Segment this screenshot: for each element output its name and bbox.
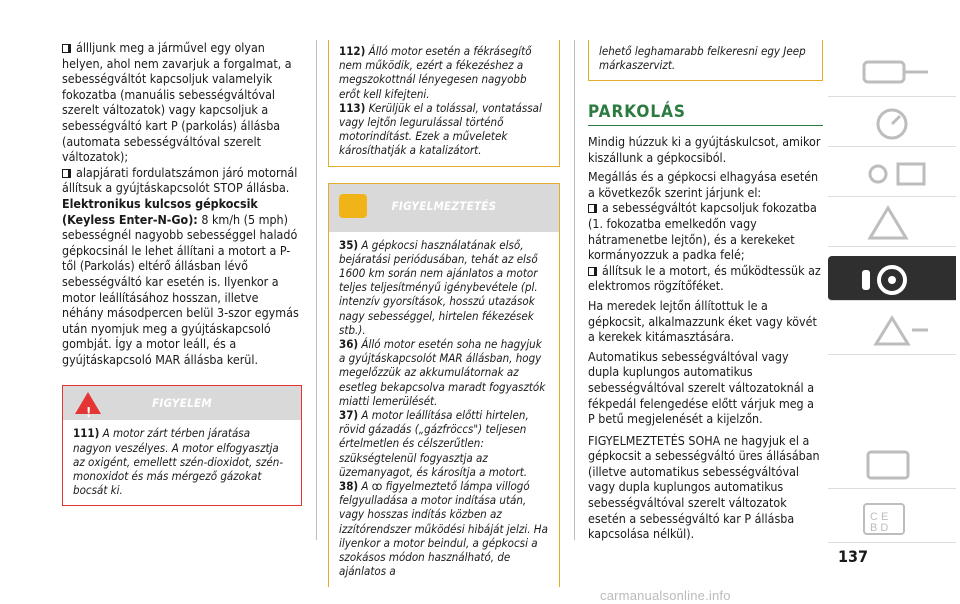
warning-body-cont: [329, 40, 559, 166]
note-text: A gépkocsi használatának első, bejáratási periódusában, tehát az első 1600 km során nem ajánlatos a motor teljes teljesítményű igénybevétele (pl. intenzív gyorsítások, hosszú utazások nagy sebességgel, hirtelen fékezések stb.).: [339, 237, 538, 337]
paragraph: FIGYELMEZTETÉS SOHA ne hagyjuk el a gépkocsit a sebességváltó üres állásában (illetve automatikus sebességváltóval vagy dupla kuplungos automatikus sebességváltóval szerelt változatok esetén a sebességváltó kar P állásba kapcsolása nélkül).: [588, 432, 820, 542]
note-number: 35): [339, 237, 359, 252]
note-text: Álló motor esetén a fékrásegítő nem működik, ezért a fékezéshez a megszokottnál lényegesen nagyobb erőt kell kifejteni.: [339, 44, 532, 101]
svg-text:C E: C E: [870, 511, 889, 523]
note-text: Kerüljük el a tolással, vontatással vagy lejtőn legurulással történő motorindítást. Ezek a műveletek károsíthatják a katalizátort.: [339, 100, 542, 158]
column-divider: [316, 40, 317, 540]
column-1: [62, 40, 302, 506]
keyless-heading: Elektronikus kulcsos gépkocsik (Keyless Enter-N-Go):: [62, 195, 258, 227]
svg-text:B D: B D: [870, 522, 889, 534]
warning-title: FIGYELMEZTETÉS: [391, 198, 497, 213]
paragraph-keyless: [62, 196, 302, 368]
column-2: [328, 40, 560, 587]
warning-body-cont: lehető leghamarabb felkeresni egy Jeep márkaszervizt.: [599, 44, 806, 73]
service-icon: [848, 446, 938, 484]
warning-box-cont: [588, 40, 823, 81]
page-number: 137: [838, 547, 869, 566]
tab-service[interactable]: [828, 440, 956, 489]
warning-box-figyelem: [62, 385, 302, 506]
lights-icon: [848, 154, 938, 192]
paragraph: Ha meredek lejtőn állítottuk le a gépkocsit, alkalmazzunk éket vagy kövét a kerekek kitámasztására.: [588, 297, 817, 345]
warning-title: FIGYELEM: [152, 396, 212, 411]
car-info-icon: [848, 54, 938, 92]
tab-lights[interactable]: [828, 148, 956, 197]
note-text: figyelmeztető lámpa villogó felgyulladása a motor indítása után, vagy hosszas indítás közben az izzítórendszer működési hibáját jelzi. Ha ilyenkor a motor beindul, a gépkocsi a szokásos módon használható, de ajánlatos a: [339, 479, 548, 579]
tab-warning-car[interactable]: [828, 198, 956, 247]
note-number: 112): [339, 44, 366, 58]
dashboard-icon: [848, 104, 938, 142]
warning-body: [329, 232, 559, 587]
paragraph-stop-vehicle: állljunk meg a járművel egy olyan helyen, ahol nem zavarjuk a forgalmat, a sebességváltót kapcsoljuk valamelyik fokozatba (manuális sebességváltóval szerelt változatok) vagy kapcsoljuk a sebességváltó kart P (parkolás) állásba (automata sebességváltóval szerelt változatok);: [62, 40, 302, 165]
tab-car-info[interactable]: [828, 48, 956, 97]
tab-dashboard[interactable]: [828, 98, 956, 147]
bullet-item: a sebességváltót kapcsoljuk fokozatba (1. fokozatba emelkedőn vagy hátramenetbe lejtőn), és a kerekeket kormányozzuk a padka felé;: [588, 200, 823, 262]
glow-plug-icon: ꝏ: [371, 479, 383, 494]
danger-triangle-icon: !: [75, 392, 101, 414]
warning-body: [63, 420, 301, 505]
warning-car-icon: [848, 204, 938, 242]
note-number: 113): [339, 100, 366, 115]
note-number: 38): [339, 479, 359, 494]
note-number: 111): [73, 426, 100, 441]
note-number: 37): [339, 408, 359, 423]
warning-header: [63, 386, 301, 420]
emergency-icon: [848, 312, 938, 350]
warning-box-cont: [328, 40, 560, 167]
paragraph: Automatikus sebességváltóval vagy dupla kuplungos automatikus sebességváltóval szerelt változatoknál a fékpedál felengedése előtt várjuk meg a P betű megjelenését a kijelzőn.: [588, 348, 815, 427]
chapter-index-sidebar: [828, 0, 960, 604]
paragraph-engine-off: alapjárati fordulatszámon járó motornál állítsuk a gyújtáskapcsolót STOP állásba.: [62, 165, 302, 196]
key-steering-icon: [848, 262, 938, 300]
tab-key-steering[interactable]: [828, 256, 956, 301]
note-text: A motor zárt térben járatása nagyon veszélyes. A motor elfogyasztja az oxigént, emellett szén-dioxidot, szén-monoxidot és más mérgező gázokat bocsát ki.: [73, 426, 284, 498]
note-number: 36): [339, 337, 359, 352]
alphabet-index-icon: [848, 500, 938, 538]
caution-car-icon: [339, 194, 367, 218]
tab-alphabet-index[interactable]: [828, 494, 956, 543]
note-text: A: [358, 479, 372, 494]
warning-header: [329, 184, 559, 232]
warning-box-figyelmeztetes: [328, 183, 560, 587]
note-text: A motor leállítása előtti hirtelen, rövid gázadás („gázfröccs") teljesen értelmetlen és célszerűtlen: szükségtelenül fogyasztja az üzemanyagot, és károsítja a motort.: [339, 408, 529, 479]
column-3: [588, 40, 823, 542]
column-divider: [574, 40, 575, 540]
note-text: Álló motor esetén soha ne hagyjuk a gyújtáskapcsolót MAR állásban, hogy megelőzzük az akkumulátornak az esetleg bekapcsolva maradt fogyasztók miatti lemerülését.: [339, 337, 546, 408]
paragraph: Mindig húzzuk ki a gyújtáskulcsot, amikor kiszállunk a gépkocsiból.: [588, 134, 821, 165]
keyless-text: 8 km/h (5 mph) sebességnél nagyobb sebességgel haladó gépkocsinál le lehet állítani a motort a P-től (Parkolás) eltérő állásban lévő sebességváltó kar esetén is. Ilyenkor a motor leállításához hosszan, illetve néhány másodpercen belül 3-szor egymás után nyomjuk meg a gyújtáskapcsoló gombját. Így a motor leáll, és a gyújtáskapcsoló MAR állásba kerül.: [62, 211, 299, 367]
watermark: carmanualsonline.info: [600, 588, 731, 603]
tab-emergency[interactable]: [828, 306, 956, 355]
bullet-item: állítsuk le a motort, és működtessük az elektromos rögzítőféket.: [588, 263, 823, 294]
paragraph: Megállás és a gépkocsi elhagyása esetén a következők szerint járjunk el:: [588, 169, 819, 200]
section-title-parkolas: PARKOLÁS: [588, 105, 823, 126]
